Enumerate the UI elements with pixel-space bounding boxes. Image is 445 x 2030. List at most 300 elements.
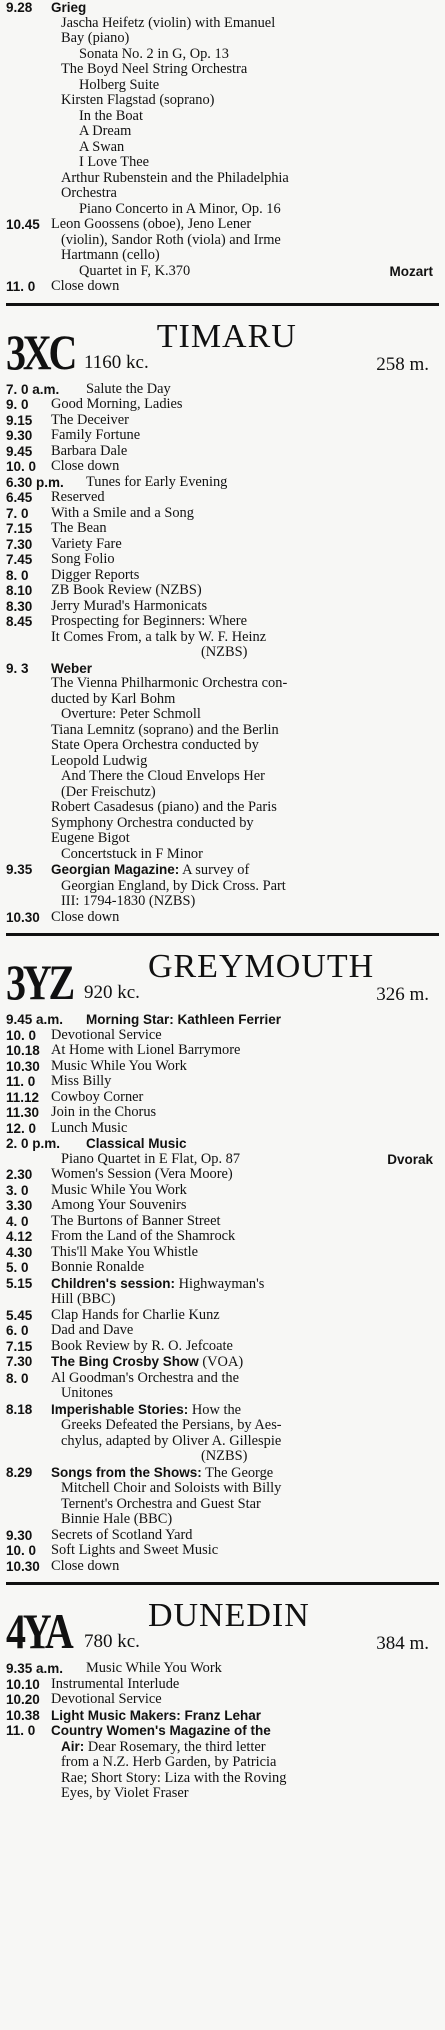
program-entry-continuation	[6, 645, 439, 661]
program-time: 7. 0 a.m.	[6, 381, 60, 397]
program-title: Weber	[51, 660, 93, 676]
station-call-sign: 3YZ	[6, 954, 72, 1010]
program-entry	[6, 1214, 439, 1230]
program-title: Leopold Ludwig	[51, 753, 148, 769]
program-time: 11. 0	[6, 1723, 36, 1738]
program-title: Good Morning, Ladies	[51, 397, 183, 412]
program-title: And There the Cloud Envelops Her	[61, 769, 265, 784]
program-entry	[6, 506, 439, 522]
program-title: Al Goodman's Orchestra and the	[51, 1370, 240, 1386]
program-title: Ternent's Orchestra and Guest Star	[61, 1496, 261, 1512]
program-title: Book Review by R. O. Jefcoate	[51, 1338, 233, 1354]
program-title: Rae; Short Story: Liza with the Roving	[61, 1770, 287, 1786]
program-time: 5.15	[6, 1275, 33, 1291]
program-title: Hill (BBC)	[51, 1292, 116, 1307]
program-title: Bay (piano)	[61, 31, 130, 46]
program-time: 7.45	[6, 552, 33, 567]
program-entry-continuation	[6, 186, 439, 202]
program-time	[6, 1755, 51, 1771]
program-time: 10.10	[6, 1676, 40, 1692]
program-title: Symphony Orchestra conducted by	[51, 815, 254, 831]
program-entry-continuation	[6, 1771, 439, 1787]
program-entry	[6, 1260, 439, 1276]
program-time: 7. 0	[6, 505, 29, 521]
section-divider	[6, 303, 439, 306]
program-title: Close down	[51, 1558, 120, 1574]
program-time	[6, 233, 51, 249]
program-entry	[6, 1723, 439, 1739]
program-entry	[6, 0, 439, 16]
program-time: 8.45	[6, 614, 33, 629]
program-entry-continuation	[6, 785, 439, 801]
program-title: Holberg Suite	[79, 77, 160, 93]
program-entry-continuation	[6, 847, 439, 863]
program-title: The Boyd Neel String Orchestra	[61, 62, 248, 77]
program-time	[6, 78, 51, 94]
program-time: 11.12	[6, 1089, 40, 1105]
program-entry-continuation	[6, 233, 439, 249]
program-time: 10.20	[6, 1692, 40, 1707]
program-time	[6, 1418, 51, 1434]
program-entry-continuation	[6, 140, 439, 156]
program-entry-continuation	[6, 692, 439, 708]
program-entry	[6, 1229, 439, 1245]
program-title: Orchestra	[61, 186, 117, 201]
program-title: Family Fortune	[51, 428, 141, 443]
program-time: 7.30	[6, 536, 33, 552]
program-entry	[6, 537, 439, 553]
program-title: Arthur Rubenstein and the Philadelphia	[61, 170, 289, 186]
program-entry-continuation	[6, 723, 439, 739]
program-title: The Burtons of Banner Street	[51, 1213, 221, 1229]
station-call-sign: 3XC	[6, 323, 75, 380]
program-entry	[6, 428, 439, 444]
program-entry-continuation	[6, 16, 439, 32]
program-title: Georgian Magazine: A survey of	[51, 862, 250, 878]
program-time	[6, 831, 51, 847]
program-entry	[6, 1167, 439, 1183]
program-title: Music While You Work	[86, 1661, 222, 1676]
program-entry-continuation	[6, 93, 439, 109]
program-time	[6, 723, 51, 739]
program-entry	[6, 552, 439, 568]
station-city: TIMARU	[156, 317, 297, 355]
program-time: 10.30	[6, 1058, 40, 1074]
program-title: Music While You Work	[51, 1058, 187, 1074]
program-time	[6, 16, 51, 32]
program-title: (NZBS)	[201, 645, 248, 660]
program-entry-continuation	[6, 1418, 439, 1434]
program-title: Jascha Heifetz (violin) with Emanuel	[61, 15, 276, 31]
program-entry	[6, 1028, 439, 1044]
program-entry-continuation	[6, 202, 439, 218]
program-title: The Bean	[51, 521, 107, 536]
program-title: Piano Concerto in A Minor, Op. 16	[79, 201, 281, 217]
program-title: From the Land of the Shamrock	[51, 1229, 236, 1244]
program-time: 9.35 a.m.	[6, 1661, 64, 1676]
program-entry	[6, 1012, 439, 1028]
program-title: Close down	[51, 279, 120, 294]
program-title: Bonnie Ronalde	[51, 1260, 145, 1275]
program-time: 8.10	[6, 583, 33, 598]
program-entry-continuation	[6, 676, 439, 692]
program-entry-continuation	[6, 894, 439, 910]
program-title: Join in the Chorus	[51, 1105, 157, 1120]
station-header	[6, 312, 439, 378]
program-time	[6, 1152, 51, 1168]
program-time: 4.12	[6, 1229, 33, 1244]
program-title: Barbara Dale	[51, 443, 128, 459]
program-title: Hartmann (cello)	[61, 248, 160, 263]
program-time	[6, 879, 51, 895]
program-title: Eugene Bigot	[51, 831, 130, 846]
program-entry-continuation	[6, 1152, 439, 1168]
program-time	[6, 140, 51, 156]
program-title: The Bing Crosby Show (VOA)	[51, 1354, 244, 1370]
program-title: A Swan	[79, 139, 125, 155]
program-entry-continuation	[6, 1292, 439, 1308]
station-frequency: 920 kc.	[84, 982, 140, 1003]
program-entry-continuation	[6, 630, 439, 646]
program-entry-continuation	[6, 1786, 439, 1802]
station-wavelength: 326 m.	[376, 984, 429, 1005]
program-entry-continuation	[6, 754, 439, 770]
program-entry-continuation	[6, 171, 439, 187]
program-entry-continuation	[6, 248, 439, 264]
station-wavelength: 384 m.	[376, 1633, 429, 1654]
program-time	[6, 202, 51, 218]
program-entry-continuation	[6, 47, 439, 63]
program-time	[6, 171, 51, 187]
program-time: 10.18	[6, 1043, 40, 1058]
program-entry-continuation	[6, 1755, 439, 1771]
program-time	[6, 155, 51, 171]
program-entry	[6, 1121, 439, 1137]
program-time: 11. 0	[6, 1074, 36, 1089]
program-entry	[6, 614, 439, 630]
program-title: State Opera Orchestra conducted by	[51, 738, 259, 753]
program-entry-continuation	[6, 738, 439, 754]
program-title: Morning Star: Kathleen Ferrier	[86, 1012, 282, 1027]
program-time: 8.30	[6, 598, 33, 614]
program-time	[6, 1497, 51, 1513]
program-time	[6, 47, 51, 63]
program-entry	[6, 1245, 439, 1261]
program-entry	[6, 1559, 439, 1575]
program-title: Imperishable Stories: How the	[51, 1401, 242, 1418]
program-time: 6.45	[6, 490, 33, 505]
program-time	[6, 264, 51, 280]
program-time: 4. 0	[6, 1213, 29, 1229]
program-title: Instrumental Interlude	[51, 1676, 180, 1692]
program-title: At Home with Lionel Barrymore	[51, 1043, 241, 1058]
program-title: Prospecting for Beginners: Where	[51, 614, 247, 629]
program-time: 2. 0 p.m.	[6, 1136, 61, 1151]
program-title: Overture: Peter Schmoll	[61, 707, 201, 722]
program-entry-continuation	[6, 816, 439, 832]
program-entry	[6, 1339, 439, 1355]
program-entry	[6, 1371, 439, 1387]
program-time	[6, 816, 51, 832]
program-title: Piano Quartet in E Flat, Op. 87	[61, 1151, 241, 1167]
program-time	[6, 1739, 51, 1756]
program-time	[6, 1512, 51, 1528]
program-title: Country Women's Magazine of the	[51, 1723, 271, 1738]
program-title: Leon Goossens (oboe), Jeno Lener	[51, 217, 252, 232]
station-header	[6, 1591, 439, 1657]
program-entry	[6, 661, 439, 677]
program-time: 3. 0	[6, 1182, 29, 1198]
program-time: 11. 0	[6, 279, 36, 294]
program-entry	[6, 1136, 439, 1152]
program-time: 9. 0	[6, 397, 29, 412]
program-entry	[6, 1465, 439, 1482]
station-city: GREYMOUTH	[147, 948, 375, 985]
program-title: Secrets of Scotland Yard	[51, 1527, 193, 1543]
program-time	[6, 31, 51, 47]
program-title: Jerry Murad's Harmonicats	[51, 598, 208, 614]
station-header	[6, 942, 439, 1008]
program-time	[6, 248, 51, 264]
section-divider	[6, 1582, 439, 1585]
program-time: 10.30	[6, 909, 40, 925]
program-title: Soft Lights and Sweet Music	[51, 1543, 219, 1558]
program-entry-continuation	[6, 1497, 439, 1513]
program-time: 8.29	[6, 1464, 33, 1480]
program-entry-continuation	[6, 1481, 439, 1497]
program-title: Close down	[51, 459, 120, 474]
program-title: Georgian England, by Dick Cross. Part	[61, 878, 286, 894]
program-entry	[6, 1692, 439, 1708]
program-entry	[6, 413, 439, 429]
program-entry-continuation	[6, 78, 439, 94]
program-entry	[6, 1323, 439, 1339]
program-time: 9.35	[6, 862, 33, 877]
program-title: Concertstuck in F Minor	[61, 846, 203, 862]
program-entry-continuation	[6, 800, 439, 816]
program-entry-continuation	[6, 109, 439, 125]
program-title: I Love Thee	[79, 155, 150, 170]
program-entry	[6, 910, 439, 926]
program-title: Air: Dear Rosemary, the third letter	[61, 1738, 266, 1755]
program-time	[6, 676, 51, 692]
program-time: 8. 0	[6, 567, 29, 583]
program-entry	[6, 279, 439, 295]
program-entry-continuation	[6, 1739, 439, 1756]
program-title: Children's session: Highwayman's	[51, 1275, 265, 1292]
program-time	[6, 93, 51, 109]
program-entry	[6, 1677, 439, 1693]
program-entry	[6, 583, 439, 599]
program-time: 12. 0	[6, 1120, 37, 1136]
program-time: 6. 0	[6, 1323, 29, 1338]
program-time: 3.30	[6, 1198, 33, 1213]
program-entry-continuation	[6, 1434, 439, 1450]
program-time: 11.30	[6, 1105, 40, 1120]
program-time: 10.38	[6, 1707, 40, 1723]
composer-name: Mozart	[389, 263, 433, 279]
program-title: chylus, adapted by Oliver A. Gillespie	[61, 1433, 282, 1449]
program-entry	[6, 862, 439, 879]
program-entry-continuation	[6, 124, 439, 140]
program-entry	[6, 459, 439, 475]
program-time: 9.45 a.m.	[6, 1012, 64, 1027]
program-entry	[6, 1198, 439, 1214]
program-time: 10. 0	[6, 1543, 37, 1558]
program-entry	[6, 1308, 439, 1324]
program-time	[6, 645, 51, 661]
program-entry	[6, 599, 439, 615]
program-title: Binnie Hale (BBC)	[61, 1512, 173, 1527]
program-title: III: 1794-1830 (NZBS)	[61, 894, 196, 909]
program-title: Light Music Makers: Franz Lehar	[51, 1707, 262, 1723]
program-entry	[6, 1528, 439, 1544]
program-title: Variety Fare	[51, 536, 122, 552]
program-time: 10. 0	[6, 1027, 37, 1043]
program-title: from a N.Z. Herb Garden, by Patricia	[61, 1755, 277, 1770]
station-call-sign: 4YA	[6, 1603, 71, 1659]
program-time: 9. 3	[6, 660, 29, 676]
program-entry	[6, 521, 439, 537]
program-title: Sonata No. 2 in G, Op. 13	[79, 46, 229, 62]
program-time: 10.45	[6, 217, 40, 232]
program-entry	[6, 1074, 439, 1090]
program-entry-continuation	[6, 1386, 439, 1402]
program-title: The Deceiver	[51, 412, 129, 428]
program-entry-continuation	[6, 707, 439, 723]
program-entry-continuation	[6, 879, 439, 895]
program-time	[6, 1449, 51, 1465]
program-entry	[6, 397, 439, 413]
program-time	[6, 62, 51, 78]
program-entry	[6, 1105, 439, 1121]
program-title: Lunch Music	[51, 1120, 128, 1136]
program-title: Tiana Lemnitz (soprano) and the Berlin	[51, 722, 279, 738]
program-time: 7.15	[6, 1338, 33, 1354]
program-entry	[6, 382, 439, 398]
program-time: 7.30	[6, 1354, 33, 1369]
program-time: 9.15	[6, 412, 33, 428]
program-time: 9.30	[6, 428, 33, 443]
program-time	[6, 847, 51, 863]
program-time	[6, 754, 51, 770]
program-title: Music While You Work	[51, 1182, 187, 1198]
program-title: (violin), Sandor Roth (viola) and Irme	[61, 232, 281, 248]
program-title: Devotional Service	[51, 1027, 162, 1043]
program-time	[6, 738, 51, 754]
program-title: Song Folio	[51, 552, 115, 567]
program-time: 6.30 p.m.	[6, 474, 64, 490]
program-time: 9.28	[6, 0, 33, 15]
program-entry	[6, 1090, 439, 1106]
program-title: (NZBS)	[201, 1449, 248, 1464]
program-time	[6, 109, 51, 125]
program-title: Among Your Souvenirs	[51, 1198, 187, 1213]
program-entry-continuation	[6, 31, 439, 47]
program-time	[6, 1434, 51, 1450]
program-title: Reserved	[51, 490, 105, 505]
station-frequency: 1160 kc.	[84, 351, 149, 373]
program-title: Close down	[51, 909, 120, 925]
program-entry	[6, 217, 439, 233]
program-entry	[6, 1708, 439, 1724]
program-title: Greeks Defeated the Persians, by Aes-	[61, 1418, 282, 1433]
section-divider	[6, 933, 439, 936]
program-title: Digger Reports	[51, 567, 140, 583]
program-entry	[6, 1043, 439, 1059]
program-title: Women's Session (Vera Moore)	[51, 1167, 233, 1182]
program-title: Songs from the Shows: The George	[51, 1464, 274, 1481]
program-title: The Vienna Philharmonic Orchestra con-	[51, 676, 288, 691]
program-title: Cowboy Corner	[51, 1089, 144, 1105]
station-schedule	[6, 1012, 439, 1574]
program-entry	[6, 1402, 439, 1419]
program-entry	[6, 1354, 439, 1371]
program-title: Kirsten Flagstad (soprano)	[61, 93, 215, 108]
program-title: (Der Freischutz)	[61, 784, 156, 800]
program-entry-continuation	[6, 62, 439, 78]
program-title: In the Boat	[79, 108, 143, 124]
program-time	[6, 692, 51, 708]
program-time: 9.45	[6, 443, 33, 459]
program-time: 10.30	[6, 1558, 40, 1574]
program-title: Classical Music	[86, 1136, 187, 1151]
program-title: Clap Hands for Charlie Kunz	[51, 1307, 220, 1323]
program-time	[6, 894, 51, 910]
program-entry	[6, 475, 439, 491]
program-title: Mitchell Choir and Soloists with Billy	[61, 1481, 282, 1496]
program-time	[6, 769, 51, 785]
program-title: Grieg	[51, 0, 87, 15]
station-schedule	[6, 382, 439, 926]
station-wavelength: 258 m.	[376, 353, 429, 375]
program-time	[6, 1386, 51, 1402]
composer-name: Dvorak	[387, 1151, 433, 1167]
program-entry	[6, 1276, 439, 1293]
program-title: ducted by Karl Bohm	[51, 691, 176, 707]
program-entry-continuation	[6, 1449, 439, 1465]
program-entry	[6, 1661, 439, 1677]
program-time: 5. 0	[6, 1260, 29, 1275]
program-time	[6, 785, 51, 801]
program-entry	[6, 444, 439, 460]
program-title: ZB Book Review (NZBS)	[51, 583, 202, 598]
program-title: This'll Make You Whistle	[51, 1244, 199, 1260]
program-entry	[6, 568, 439, 584]
program-time: 2.30	[6, 1167, 33, 1182]
program-time: 9.30	[6, 1527, 33, 1543]
program-entry	[6, 490, 439, 506]
program-title: Salute the Day	[86, 381, 171, 397]
program-title: A Dream	[79, 124, 132, 139]
program-time	[6, 1481, 51, 1497]
program-title: Unitones	[61, 1386, 113, 1401]
program-time	[6, 1771, 51, 1787]
program-time: 7.15	[6, 521, 33, 536]
program-time	[6, 630, 51, 646]
program-entry-continuation	[6, 155, 439, 171]
program-time: 8. 0	[6, 1370, 29, 1386]
program-entry	[6, 1543, 439, 1559]
program-time: 4.30	[6, 1244, 33, 1260]
program-section	[6, 0, 439, 295]
station-frequency: 780 kc.	[84, 1631, 140, 1652]
program-time: 8.18	[6, 1401, 33, 1417]
program-time: 10. 0	[6, 459, 37, 474]
program-title: Miss Billy	[51, 1074, 112, 1089]
program-entry-continuation	[6, 831, 439, 847]
program-title: Robert Casadesus (piano) and the Paris	[51, 800, 277, 815]
